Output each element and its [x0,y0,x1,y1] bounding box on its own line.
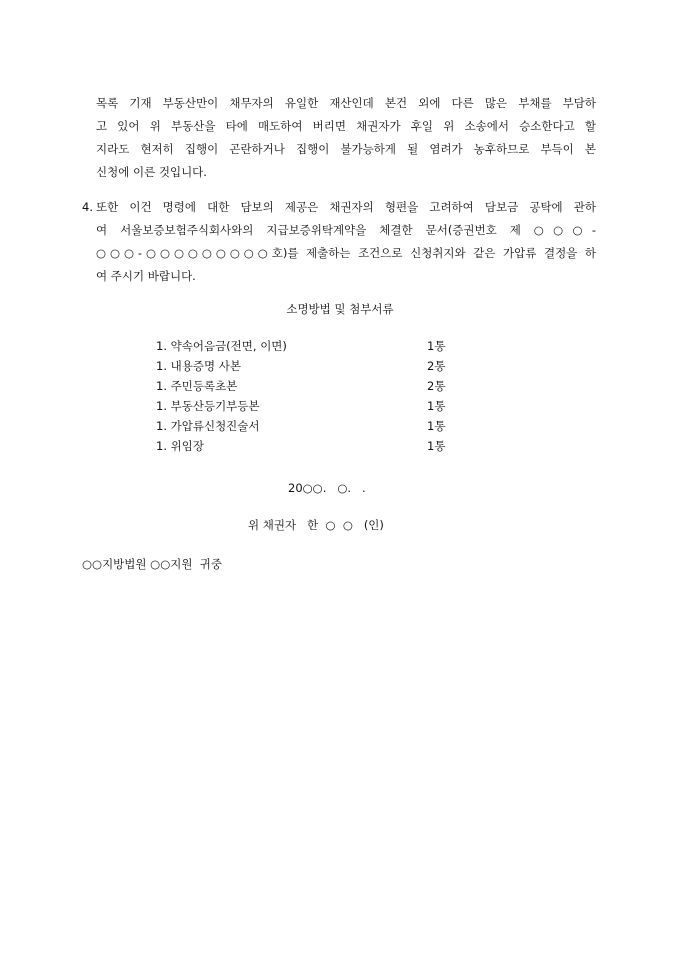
creditor-signature: 위 채권자 한 ○ ○ (인) [248,518,384,532]
attachment-count: 2통 [427,359,446,373]
attachment-label: 1. 가압류신청진술서 [156,419,260,433]
attachment-count: 1통 [427,419,446,433]
paragraph-line: 또한 이건 명령에 대한 담보의 제공은 채권자의 형편을 고려하여 담보금 공탁에 관하 [96,200,596,214]
document-date: 20○○. ○. . [288,481,366,495]
paragraph-line: 신청에 이른 것입니다. [96,165,207,179]
paragraph-line: 지라도 현저히 집행이 곤란하거나 집행이 불가능하게 될 염려가 농후하므로 부득이 본 [96,142,596,156]
paragraph-line: 여 주시기 바랍니다. [96,269,196,283]
attachments-heading: 소명방법 및 첨부서류 [286,302,394,316]
attachment-label: 1. 위임장 [156,439,204,453]
paragraph-line: ○○○-○○○○○○○○○호)를 제출하는 조건으로 신청취지와 같은 가압류 결정을 하 [96,246,596,260]
attachment-label: 1. 주민등록초본 [156,379,238,393]
attachment-count: 1통 [427,399,446,413]
attachment-label: 1. 내용증명 사본 [156,359,241,373]
court-recipient: ○○지방법원 ○○지원 귀중 [82,557,222,571]
attachment-label: 1. 부동산등기부등본 [156,399,260,413]
attachment-count: 1통 [427,339,446,353]
attachment-label: 1. 약속어음금(전면, 이면) [156,339,287,353]
paragraph-line: 목록 기재 부동산만이 채무자의 유일한 재산인데 본건 외에 다른 많은 부채를 부담하 [96,96,596,110]
attachment-count: 1통 [427,439,446,453]
paragraph-line: 여 서울보증보험주식회사와의 지급보증위탁계약을 체결한 문서(증권번호 제 ○○○- [96,223,596,237]
paragraph-line: 고 있어 위 부동산을 타에 매도하여 버리면 채권자가 후일 위 소송에서 승소한다고 할 [96,119,596,133]
paragraph-number: 4. [82,200,93,214]
attachment-count: 2통 [427,379,446,393]
